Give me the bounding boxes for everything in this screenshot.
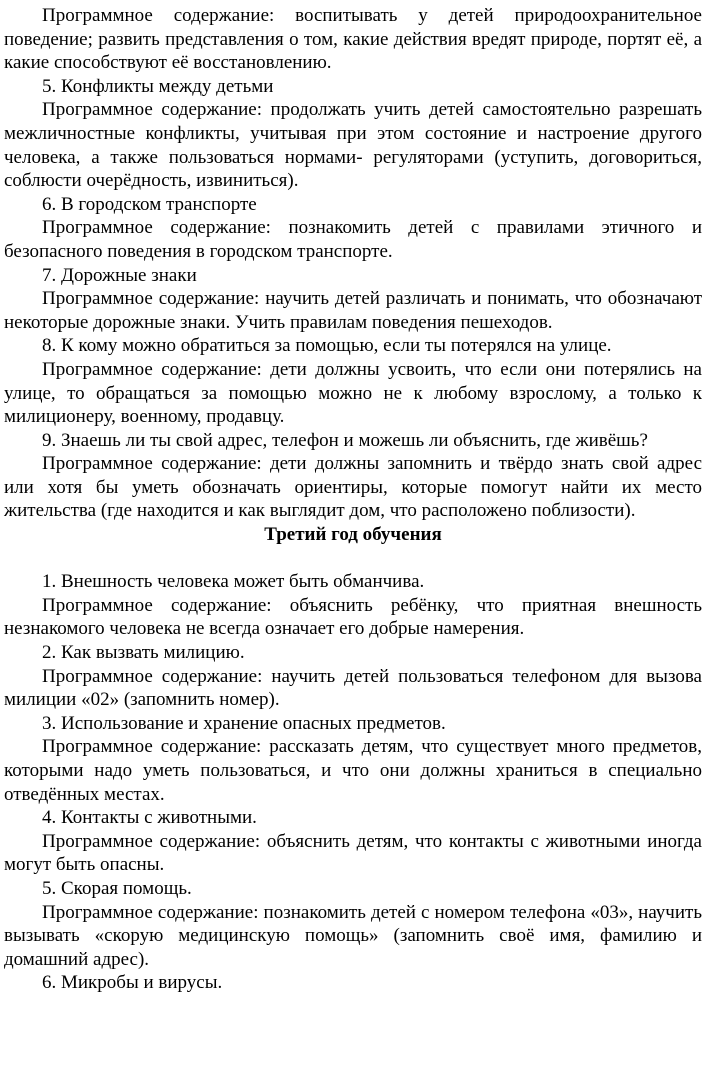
topic-content: Программное содержание: познакомить детей с правилами этичного и безопасного поведения в городском транспорте.	[4, 217, 702, 262]
topic-heading: 5. Конфликты между детьми	[42, 75, 274, 97]
topic-content: Программное содержание: познакомить детей с номером телефона «03», научить вызывать «скорую медицинскую помощь» (запомнить своё имя, фамилию и домашний адрес).	[4, 901, 702, 970]
topic-content: Программное содержание: продолжать учить детей самостоятельно разрешать межличностные конфликты, учитывая при этом состояние и настроение другого человека, а также пользоваться нормами- регуляторами (уступить, договориться, соблюсти очерёдность, извиниться).	[4, 99, 702, 192]
topic-heading: 6. Микробы и вирусы.	[42, 972, 223, 994]
topic-heading: 8. К кому можно обратиться за помощью, если ты потерялся на улице.	[42, 335, 612, 357]
topic-content: Программное содержание: дети должны запомнить и твёрдо знать свой адрес или хотя бы уметь обозначать ориентиры, которые помогут найти их место жительства (где находится и как выглядит дом, что расположено поблизости).	[4, 453, 702, 522]
topic-content: Программное содержание: научить детей пользоваться телефоном для вызова милиции «02» (запомнить номер).	[4, 665, 702, 711]
topic-heading: 5. Скорая помощь.	[42, 877, 192, 899]
topic-heading: 7. Дорожные знаки	[42, 264, 197, 286]
topic-heading: 6. В городском транспорте	[42, 193, 257, 215]
topic-content: Программное содержание: рассказать детям, что существует много предметов, которыми надо уметь пользоваться, и что они должны храниться в специально отведённых местах.	[4, 736, 702, 805]
intro-paragraph: Программное содержание: воспитывать у детей природоохранительное поведение; развить представления о том, какие действия вредят природе, портят её, а какие способствуют её восстановлению.	[4, 5, 702, 74]
topic-content: Программное содержание: научить детей различать и понимать, что обозначают некоторые дорожные знаки. Учить правилам поведения пешеходов.	[4, 288, 702, 333]
topic-heading: 2. Как вызвать милицию.	[42, 642, 245, 664]
topic-content: Программное содержание: объяснить ребёнку, что приятная внешность незнакомого человека не всегда означает его добрые намерения.	[4, 594, 702, 640]
topic-content: Программное содержание: дети должны усвоить, что если они потерялись на улице, то обращаться за помощью можно не к любому взрослому, а только к милиционеру, военному, продавцу.	[4, 358, 702, 428]
topic-heading: 1. Внешность человека может быть обманчива.	[42, 571, 425, 593]
document-page	[4, 4, 702, 995]
topic-heading: 4. Контакты с животными.	[42, 807, 257, 829]
topic-heading: 9. Знаешь ли ты свой адрес, телефон и можешь ли объяснить, где живёшь?	[42, 429, 648, 451]
topic-content: Программное содержание: объяснить детям, что контакты с животными иногда могут быть опасны.	[4, 830, 702, 876]
section-title: Третий год обучения	[264, 524, 442, 546]
topic-heading: 3. Использование и хранение опасных предметов.	[42, 712, 446, 734]
